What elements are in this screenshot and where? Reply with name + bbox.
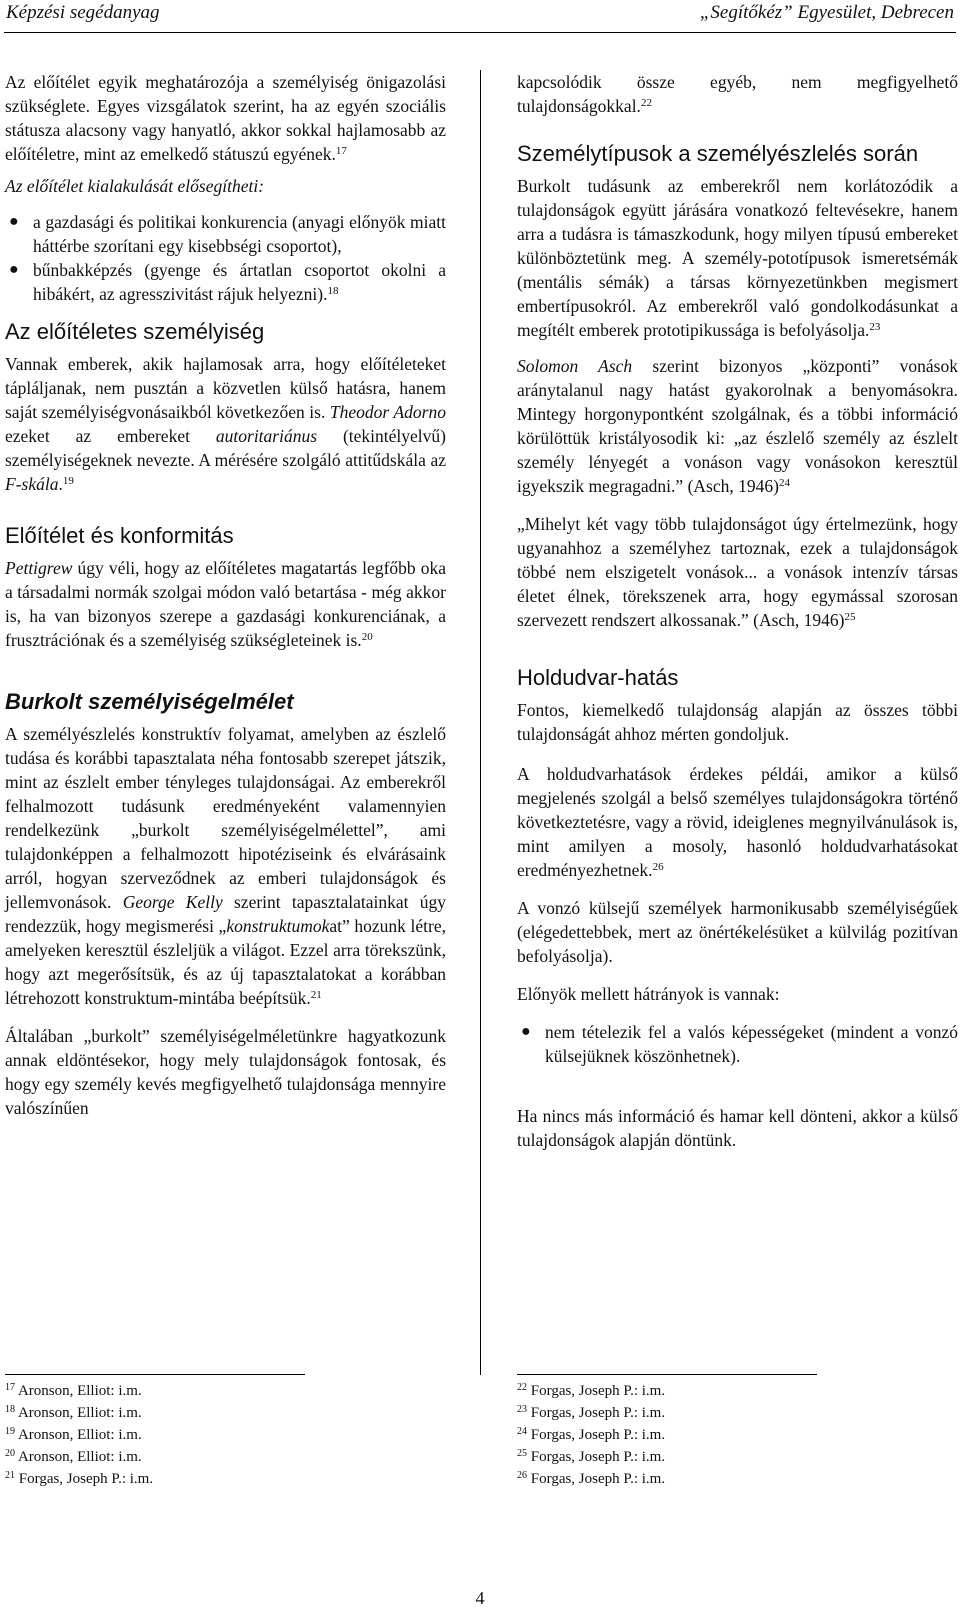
header-rule [4, 32, 956, 33]
halo-paragraph-1: Fontos, kiemelkedő tulajdonság alapján az összes többi tulajdonságát ahhoz mérten gondoljuk. [517, 700, 958, 744]
footnote-ref-26[interactable]: 26 [652, 861, 664, 873]
footnote: $^{25}$ Forgas, Joseph P.: i.m. [517, 1448, 666, 1465]
footnote-ref-24[interactable]: 24 [778, 477, 790, 489]
asch-quote-paragraph: „Mihelyt két vagy több tulajdonságot úgy értelmezünk, hogy ugyanahhoz a személyhez tartoznak, ezek a tulajdonságok többé nem elszigetelt vonások... a vonások intenzív társas életet élnek, törekszenek arra, hogy egymással szorosan szervezett rendszert alkossanak.” (Asch, 1946)$^{25}$ [517, 514, 958, 630]
list-item: ● bűnbakképzés (gyenge és ártatlan csoportot okolni a hibákért, az agresszivitást rájuk helyezni).$^{18}$ [9, 260, 446, 304]
continuation-paragraph: kapcsolódik össze egyéb, nem megfigyelhető tulajdonságokkal.$^{22}$ [517, 72, 958, 116]
footnote-ref-21[interactable]: 21 [310, 989, 322, 1001]
asch-paragraph: Solomon Asch szerint bizonyos „központi” vonások aránytalanul nagy hatást gyakorolnak a benyomásokra. Mintegy horgonypontként szolgálnak, és a többi információ körülöttük kristályosodik ki: „az észlelő személy az észlelt személy lényegét a vonáson vagy vonásokon keresztül igyekszik megragadni.” (Asch, 1946)$^{24}$ [517, 356, 958, 496]
person-types-paragraph: Burkolt tudásunk az emberekről nem korlátozódik a tulajdonságok együtt járására vonatkozó feltevésekre, hanem arra a tudásra is támaszkodunk, hogy milyen típusú embereket különböztetünk meg. A személy-pototípusok ismeretsémák (mentális sémák) a társas környezetünkben megismert embertípusokról. Az emberekről való gondolkodásunkat a megítélt emberek prototipikussága is befolyásolja.$^{23}$ [517, 176, 958, 340]
list-item: ● nem tételezik fel a valós képességeket (mindent a vonzó külsejüknek köszönhetnek). [521, 1022, 958, 1066]
prejudice-factors-list [5, 210, 446, 306]
footnote-rule-left [5, 1374, 305, 1375]
footnote: $^{19}$ Aronson, Elliot: i.m. [5, 1426, 142, 1443]
footnote-ref-17[interactable]: 17 [335, 145, 347, 157]
implicit-theory-paragraph-2: Általában „burkolt” személyiségelméletünkre hagyatkozunk annak eldöntésekor, hogy mely tulajdonságok fontosak, és hogy egy személy kevés megfigyelhető tulajdonsága mennyire valószínűen [5, 1026, 446, 1118]
personality-paragraph: Vannak emberek, akik hajlamosak arra, hogy előítéleteket tápláljanak, nem pusztán a közvetlen külső hatásra, hanem saját személyiségvonásaikból következően is. Theodor Adorno ezeket az embereket autoritariánus (tekintélyelvű) személyiségeknek nevezte. A mérésére szolgáló attitűdskála az F-skála.$^{19}$ [5, 354, 446, 494]
bullet-icon: ● [9, 213, 19, 230]
footnote: $^{21}$ Forgas, Joseph P.: i.m. [5, 1470, 154, 1487]
left-column [5, 70, 446, 1120]
footnote: $^{23}$ Forgas, Joseph P.: i.m. [517, 1404, 666, 1421]
footnote-ref-23[interactable]: 23 [869, 321, 881, 333]
implicit-theory-paragraph: A személyészlelés konstruktív folyamat, amelyben az észlelő tudása és korábbi tapasztalata néha fontosabb szerepet játszik, mint az észlelt ember tényleges tulajdonságai. Az emberekről felhalmozott tudásunk eredményeként valamennyien rendelkezünk „burkolt személyiségelmélettel”, ami tulajdonképpen a felhalmozott hipotéziseink és elvárásaink arról, hogyan szerveződnek az emberi tulajdonságok és jellemvonások. George Kelly szerint tapasztalatainkat úgy rendezzük, hogy megismerési „konstruktumokat” hozunk létre, amelyeken keresztül észleljük a világot. Ezzel arra törekszünk, hogy azt megerősítsük, és az új tapasztalatokat a korábban létrehozott konstruktum-mintába beépítsük.$^{21}$ [5, 724, 447, 1008]
halo-paragraph-5: Ha nincs más információ és hamar kell dönteni, akkor a külső tulajdonságok alapján döntünk. [517, 1106, 958, 1150]
right-column [517, 70, 958, 1152]
heading-halo-effect: Holdudvar-hatás [517, 665, 679, 690]
page-number: 4 [475, 1588, 485, 1608]
footnote-ref-22[interactable]: 22 [640, 97, 652, 109]
footnote: $^{20}$ Aronson, Elliot: i.m. [5, 1448, 142, 1465]
heading-implicit-personality-theory: Burkolt személyiségelmélet [5, 689, 294, 714]
header-right-title: „Segítőkéz” Egyesület, Debrecen [699, 2, 954, 23]
conformity-paragraph: Pettigrew úgy véli, hogy az előítéletes magatartás legfőbb oka a társadalmi normák szolgai módon való betartása - még akkor is, ha van bizonyos szerepe a gazdasági konkurenciának, a frusztrációnak és a személyiség szükségleteinek is.$^{20}$ [5, 558, 446, 650]
footnote-ref-18[interactable]: 18 [327, 285, 339, 297]
halo-paragraph-3: A vonzó külsejű személyek harmonikusabb személyiségűek (elégedettebbek, mert az önértékelésüket a külvilág pozitívan befolyásolja). [517, 898, 958, 966]
halo-paragraph-2: A holdudvarhatások érdekes példái, amikor a külső megjelenés szolgál a belső személyes tulajdonságokra történő következtetésre, vagy a rövid, ideiglenes megnyilvánulások is, mint amilyen a mosoly, hasonló holdudvarhatásokat eredményezhetnek.$^{26}$ [517, 764, 958, 880]
bullet-icon: ● [521, 1023, 531, 1040]
halo-paragraph-4: Előnyök mellett hátrányok is vannak: [517, 984, 780, 1004]
heading-person-types: Személytípusok a személyészlelés során [517, 141, 919, 166]
bullet-icon: ● [9, 261, 19, 278]
footnotes-left [5, 1380, 153, 1490]
heading-prejudice-conformity: Előítélet és konformitás [5, 523, 234, 548]
page-header [0, 0, 960, 32]
footnote-rule-right [517, 1374, 817, 1375]
footnote-ref-25[interactable]: 25 [844, 611, 856, 623]
header-left-title: Képzési segédanyag [6, 2, 160, 23]
footnotes-right [517, 1380, 665, 1490]
prejudice-intro-paragraph: Az előítélet egyik meghatározója a személyiség önigazolási szükséglete. Egyes vizsgálatok szerint, ha az egyén szociális státusza alacsony vagy hanyatló, akkor sokkal hajlamosabb az előítéletre, mint az emelkedő státuszú egyének.$^{17}$ [5, 72, 446, 164]
footnote: $^{24}$ Forgas, Joseph P.: i.m. [517, 1426, 666, 1443]
footnote: $^{18}$ Aronson, Elliot: i.m. [5, 1404, 142, 1421]
prejudice-factors-lead: Az előítélet kialakulását elősegítheti: [5, 176, 265, 196]
footnote: $^{26}$ Forgas, Joseph P.: i.m. [517, 1470, 666, 1487]
list-item: ● a gazdasági és politikai konkurencia (anyagi előnyök miatt háttérbe szorítani egy kisebbségi csoportot), [9, 212, 446, 256]
footnote: $^{22}$ Forgas, Joseph P.: i.m. [517, 1382, 666, 1399]
footnote-ref-20[interactable]: 20 [361, 631, 373, 643]
footnote-ref-19[interactable]: 19 [62, 475, 74, 487]
column-divider [480, 70, 481, 1375]
halo-drawbacks-list [517, 1020, 958, 1068]
footnote: $^{17}$ Aronson, Elliot: i.m. [5, 1382, 142, 1399]
heading-prejudiced-personality: Az előítéletes személyiség [5, 319, 265, 344]
